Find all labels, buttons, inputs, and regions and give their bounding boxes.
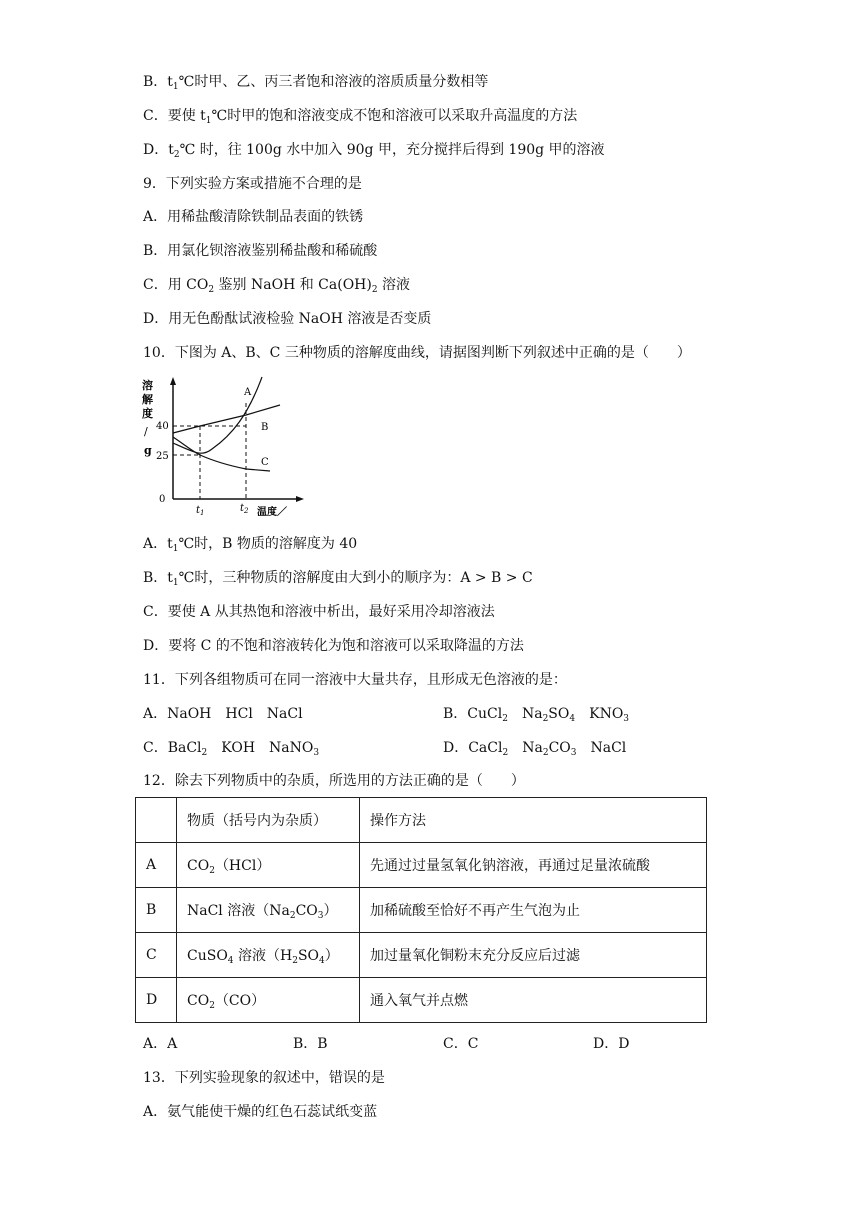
y-label-4: /	[144, 425, 148, 438]
q8-option-c: C．要使 $t_1℃$时甲的饱和溶液变成不饱和溶液可以采取升高温度的方法	[143, 108, 578, 126]
y-label-2: 解	[142, 393, 153, 406]
row-substance: CuSO$_4$ 溶液$(H_2SO_4)$	[177, 933, 360, 978]
q10-stem: 10．下图为 A、B、C 三种物质的溶解度曲线，请据图判断下列叙述中正确的是（ ）	[143, 345, 691, 361]
q11-option-c: C．BaCl$_2$ KOH NaNO$_3$	[143, 740, 320, 758]
curve-a-label: A	[244, 387, 252, 398]
row-method: 加过量氧化铜粉末充分反应后过滤	[360, 933, 707, 978]
q9-option-c: C．用 $CO_2$ 鉴别 NaOH 和 $Ca(OH)_2$ 溶液	[143, 277, 411, 295]
q10-option-c: C．要使 A 从其热饱和溶液中析出，最好采用冷却溶液法	[143, 604, 495, 620]
y-label-3: 度	[142, 407, 153, 420]
q11-option-d: D．CaCl$_2$ $Na_2CO_3$ NaCl	[443, 740, 627, 758]
q10-option-d: D．要将 C 的不饱和溶液转化为饱和溶液可以采取降温的方法	[143, 638, 524, 654]
q13-stem: 13．下列实验现象的叙述中，错误的是	[143, 1070, 385, 1086]
q12-table	[135, 797, 707, 1023]
q8-option-b: B．$t_1℃$时甲、乙、丙三者饱和溶液的溶质质量分数相等	[143, 74, 489, 92]
q10-option-a: A．$t_1℃$时，B 物质的溶解度为 40	[143, 536, 358, 554]
q13-option-a: A．氨气能使干燥的红色石蕊试纸变蓝	[143, 1104, 378, 1120]
row-substance: $CO_2(HCl)$	[177, 843, 360, 888]
q12-stem: 12．除去下列物质中的杂质，所选用的方法正确的是（ ）	[143, 773, 525, 789]
q9-option-a: A．用稀盐酸清除铁制品表面的铁锈	[143, 209, 364, 225]
row-method: 通入氧气并点燃	[360, 978, 707, 1023]
y-axis-arrow	[170, 377, 176, 385]
row-method: 先通过过量氢氧化钠溶液，再通过足量浓硫酸	[360, 843, 707, 888]
row-key: C	[136, 933, 177, 978]
header-cell	[136, 798, 177, 843]
q11-option-b: B．CuCl$_2$ $Na_2SO_4$ $KNO_3$	[443, 706, 630, 724]
q12-answer-d: D．D	[593, 1036, 630, 1052]
q10-option-b: B．$t_1℃$时，三种物质的溶解度由大到小的顺序为：A > B > C	[143, 570, 533, 588]
q9-stem: 9．下列实验方案或措施不合理的是	[143, 176, 362, 192]
row-substance: NaCl 溶液$(Na_2CO_3)$	[177, 888, 360, 933]
curve-c-label: C	[261, 457, 269, 468]
y-label-5: g	[144, 444, 152, 457]
curve-b-label: B	[261, 422, 269, 433]
table-row	[136, 933, 707, 978]
table-row	[136, 843, 707, 888]
x-axis-arrow	[296, 496, 304, 502]
y-tick-25: 25	[156, 451, 169, 462]
q11-option-a: A．NaOH HCl NaCl	[143, 706, 303, 722]
q12-answer-b: B．B	[293, 1036, 328, 1052]
row-key: A	[136, 843, 177, 888]
row-method: 加稀硫酸至恰好不再产生气泡为止	[360, 888, 707, 933]
x-tick-t1: $t_1$	[196, 505, 205, 517]
q9-option-b: B．用氯化钡溶液鉴别稀盐酸和稀硫酸	[143, 243, 378, 259]
y-tick-40: 40	[156, 421, 169, 432]
header-cell: 物质（括号内为杂质）	[177, 798, 360, 843]
row-key: B	[136, 888, 177, 933]
table-row	[136, 888, 707, 933]
header-cell: 操作方法	[360, 798, 707, 843]
q8-option-d: D．$t_2℃$ 时，往 100g 水中加入 90g 甲，充分搅拌后得到 190g 甲的溶液	[143, 142, 605, 160]
y-label-1: 溶	[142, 379, 153, 392]
q11-stem: 11．下列各组物质可在同一溶液中大量共存，且形成无色溶液的是：	[143, 672, 567, 688]
origin-label: 0	[159, 494, 166, 505]
q9-option-d: D．用无色酚酞试液检验 NaOH 溶液是否变质	[143, 311, 432, 327]
table-row	[136, 978, 707, 1023]
q12-answer-a: A．A	[143, 1036, 178, 1052]
x-tick-t2: $t_2$	[240, 503, 249, 515]
q12-answer-c: C．C	[443, 1036, 479, 1052]
table-header-row	[136, 798, 707, 843]
solubility-graph	[140, 375, 310, 520]
row-substance: $CO_2(CO)$	[177, 978, 360, 1023]
x-label: 温度／	[257, 507, 287, 518]
row-key: D	[136, 978, 177, 1023]
